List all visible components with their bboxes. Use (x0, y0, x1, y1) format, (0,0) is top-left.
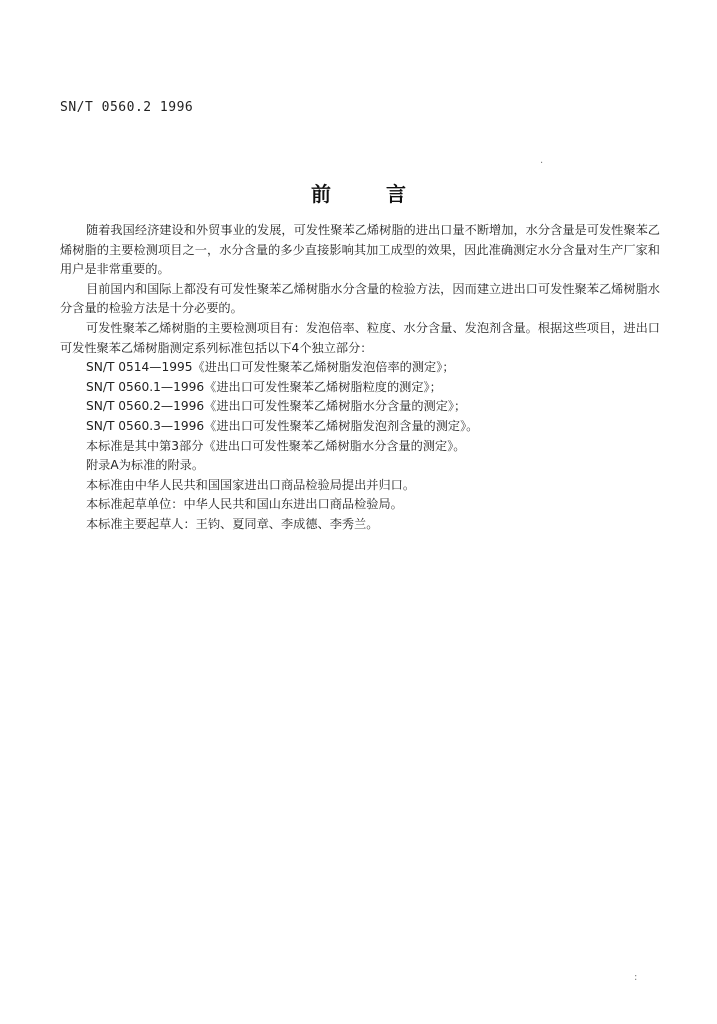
paragraph: 目前国内和国际上都没有可发性聚苯乙烯树脂水分含量的检验方法，因而建立进出口可发性聚苯乙烯树脂水分含量的检验方法是十分必要的。 (60, 281, 660, 316)
note-line: 本标准主要起草人：王钧、夏同章、李成德、李秀兰。 (86, 516, 379, 531)
note-line: 本标准是其中第3部分《进出口可发性聚苯乙烯树脂水分含量的测定》。 (86, 438, 466, 453)
paragraph: 可发性聚苯乙烯树脂的主要检测项目有：发泡倍率、粒度、水分含量、发泡剂含量。根据这些项目，进出口可发性聚苯乙烯树脂测定系列标准包括以下4个独立部分： (60, 320, 660, 355)
paragraph: 随着我国经济建设和外贸事业的发展，可发性聚苯乙烯树脂的进出口量不断增加，水分含量是可发性聚苯乙烯树脂的主要检测项目之一，水分含量的多少直接影响其加工成型的效果，因此准确测定水分含量对生产厂家和用户是非常重要的。 (60, 223, 660, 277)
note-line: 附录A为标准的附录。 (86, 458, 205, 473)
note-line: 本标准起草单位：中华人民共和国山东进出口商品检验局。 (86, 497, 403, 512)
scan-speck: · (540, 158, 544, 169)
note-line: 本标准由中华人民共和国国家进出口商品检验局提出并归口。 (86, 477, 416, 492)
standard-part-item: SN/T 0560.2—1996《进出口可发性聚苯乙烯树脂水分含量的测定》； (86, 399, 467, 414)
standard-part-item: SN/T 0560.1—1996《进出口可发性聚苯乙烯树脂粒度的测定》； (86, 379, 442, 394)
foreword-body (60, 221, 660, 535)
standard-part-item: SN/T 0560.3—1996《进出口可发性聚苯乙烯树脂发泡剂含量的测定》。 (86, 418, 479, 433)
standard-code: SN/T 0560.2 1996 (60, 100, 194, 115)
page-title: 前言 (311, 182, 461, 206)
scan-speck: : (634, 972, 638, 983)
standard-part-item: SN/T 0514—1995《进出口可发性聚苯乙烯树脂发泡倍率的测定》； (86, 360, 455, 375)
